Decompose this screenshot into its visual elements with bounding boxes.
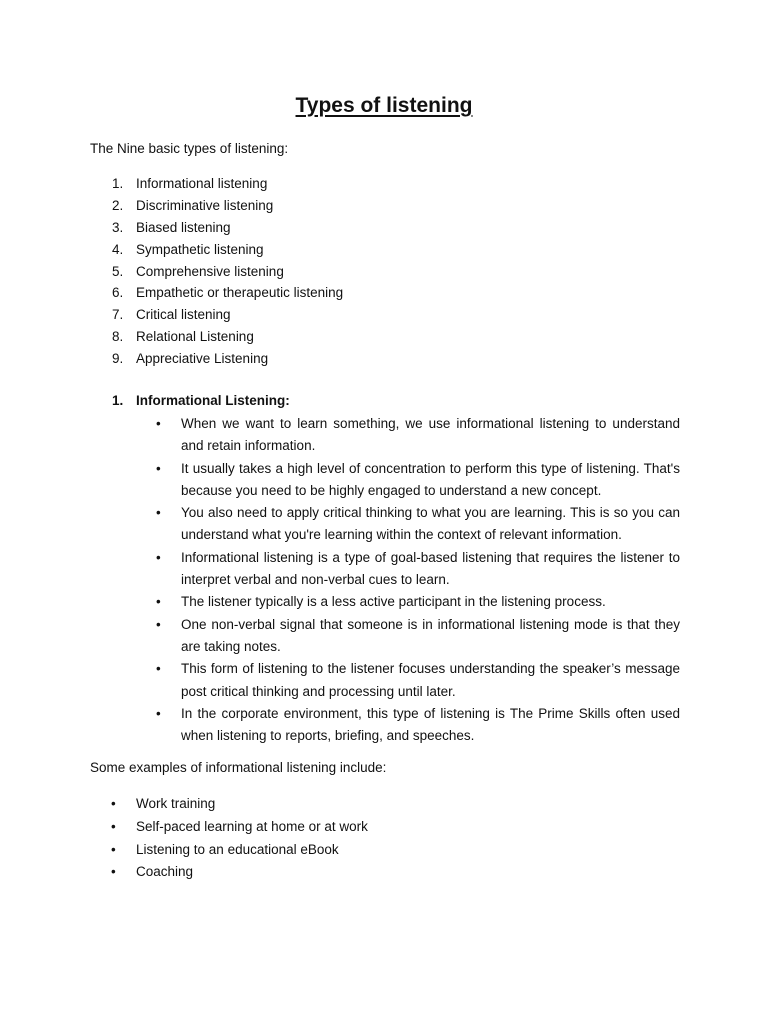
bullet-point [90, 703, 680, 748]
informational-listening-section [90, 390, 680, 747]
section-points-list [90, 413, 680, 747]
bullet-icon: • [156, 416, 161, 431]
list-item [90, 326, 343, 348]
list-item [90, 348, 343, 370]
bullet-icon: • [156, 705, 161, 721]
bullet-point [90, 658, 680, 703]
bullet-icon: • [156, 594, 161, 610]
list-item [90, 217, 343, 239]
examples-list [90, 793, 368, 884]
bullet-point [90, 547, 680, 592]
item-label: Discriminative listening [136, 197, 274, 213]
bullet-icon: • [111, 864, 116, 880]
bullet-icon: • [156, 661, 161, 677]
item-label: Critical listening [136, 307, 231, 323]
bullet-text: One non-verbal signal that someone is in informational listening mode is that they are taking notes. [181, 616, 680, 654]
bullet-point [90, 458, 680, 503]
bullet-point [90, 614, 680, 659]
list-item [90, 282, 343, 304]
intro-text: The Nine basic types of listening: [90, 141, 289, 156]
item-label: Comprehensive listening [136, 263, 284, 279]
bullet-icon: • [156, 460, 161, 476]
bullet-icon: • [156, 616, 161, 632]
bullet-text: You also need to apply critical thinking to what you are learning. This is so you can understand what you're learning within the context of relevant information. [181, 505, 680, 543]
section-heading-text: Informational Listening: [136, 393, 290, 408]
item-label: Empathetic or therapeutic listening [136, 285, 344, 301]
bullet-icon: • [111, 796, 116, 811]
section-number: 1. [112, 393, 124, 408]
item-number: 4. [112, 241, 124, 257]
item-number: 8. [112, 329, 124, 345]
bullet-text: When we want to learn something, we use informational listening to understand and retain information. [181, 416, 680, 454]
list-item [90, 261, 343, 283]
list-item [90, 173, 343, 195]
item-number: 7. [112, 307, 124, 323]
section-heading [90, 390, 680, 412]
bullet-text: In the corporate environment, this type of listening is The Prime Skills often used when listening to reports, briefing, and speeches. [181, 705, 680, 744]
example-item [90, 816, 368, 839]
bullet-point [90, 413, 680, 458]
bullet-text: Informational listening is a type of goal-based listening that requires the listener to interpret verbal and non-verbal cues to learn. [181, 549, 680, 588]
item-number: 3. [112, 219, 124, 235]
list-item [90, 304, 343, 326]
example-label: Coaching [136, 864, 194, 880]
list-item [90, 195, 343, 217]
bullet-icon: • [156, 549, 161, 565]
types-list [90, 173, 343, 370]
example-label: Listening to an educational eBook [136, 841, 339, 857]
examples-intro-text: Some examples of informational listening include: [90, 760, 387, 775]
item-label: Informational listening [136, 176, 268, 191]
example-item [90, 861, 368, 884]
item-label: Appreciative Listening [136, 351, 269, 367]
item-label: Sympathetic listening [136, 241, 264, 257]
page-title: Types of listening [295, 94, 473, 117]
example-label: Self-paced learning at home or at work [136, 818, 368, 834]
list-item [90, 239, 343, 261]
example-item [90, 839, 368, 862]
item-label: Biased listening [136, 219, 231, 235]
bullet-icon: • [111, 841, 116, 857]
item-number: 2. [112, 197, 124, 213]
example-item [90, 793, 368, 816]
bullet-text: The listener typically is a less active participant in the listening process. [181, 594, 606, 610]
bullet-text: It usually takes a high level of concentration to perform this type of listening. That's because you need to be highly engaged to understand a new concept. [181, 460, 680, 498]
example-label: Work training [136, 796, 216, 811]
item-number: 6. [112, 285, 124, 301]
bullet-point [90, 502, 680, 547]
bullet-icon: • [111, 818, 116, 834]
item-label: Relational Listening [136, 329, 254, 345]
item-number: 5. [112, 263, 124, 279]
bullet-icon: • [156, 505, 161, 521]
bullet-point [90, 591, 680, 613]
bullet-text: This form of listening to the listener focuses understanding the speaker’s message post critical thinking and processing until later. [181, 661, 680, 699]
item-number: 1. [112, 176, 124, 191]
item-number: 9. [112, 351, 124, 367]
